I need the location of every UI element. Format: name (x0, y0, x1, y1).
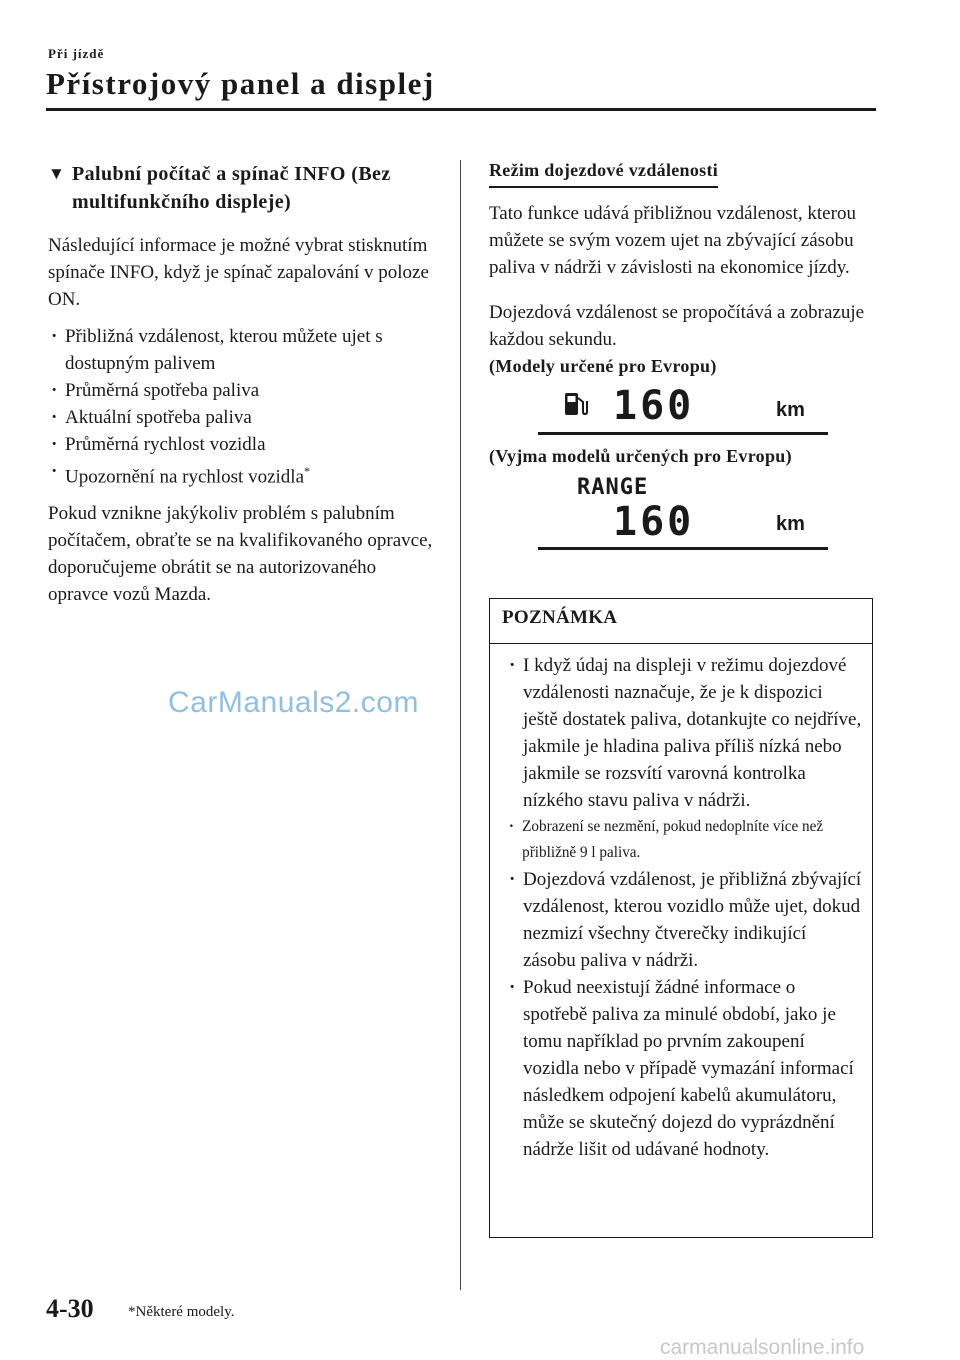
section-label: Při jízdě (48, 46, 105, 61)
footnote: *Některé modely. (128, 1304, 235, 1320)
closing-paragraph: Pokud vznikne jakýkoliv problém s palubním počítačem, obraťte se na kvalifikovaného opravce, doporučujeme obrátit se na autorizovaného opravce vozů Mazda. (48, 503, 433, 606)
note-item: · Zobrazení se nezmění, pokud nedoplníte více než přibližně 9 l paliva. (506, 814, 844, 866)
list-item: · Aktuální spotřeba paliva (48, 404, 438, 431)
range-value: 160 (613, 499, 695, 545)
range-caption: RANGE (577, 475, 649, 500)
section-heading-text: Palubní počítač a spínač INFO (Bez multifunkčního displeje) (72, 163, 391, 213)
note-box (489, 598, 873, 1238)
watermark-logo: CarManuals2.com (168, 686, 419, 719)
range-mode-heading: Režim dojezdové vzdálenosti (489, 160, 718, 188)
note-item: · Pokud neexistují žádné informace o spotřebě paliva za minulé období, jako je tomu například po prvním zakoupení vozidla nebo v případě vymazání informací následkem odpojení kabelů akumulátoru, může se skutečný dojezd do vyprázdnění nádrže lišit od udávané hodnoty. (506, 974, 862, 1163)
list-item: · Průměrná rychlost vozidla (48, 431, 438, 458)
note-title: POZNÁMKA (490, 599, 872, 644)
fuel-pump-icon (563, 389, 589, 417)
range-description: Tato funkce udává přibližnou vzdálenost, kterou můžete se svým vozem ujet na zbývající zásobu paliva v nádrži v závislosti na ekonomice jízdy. (489, 203, 856, 278)
range-update-text: Dojezdová vzdálenost se propočítává a zobrazuje každou sekundu. (489, 302, 865, 350)
list-item-speed-warning (48, 458, 438, 490)
header-rule (46, 108, 876, 111)
note-list (490, 652, 872, 1163)
range-unit: km (776, 399, 805, 421)
note-item: · Dojezdová vzdálenost, je přibližná zbývající vzdálenost, kterou vozidlo může ujet, dokud nezmizí všechny čtverečky indikující zásobu paliva v nádrži. (506, 866, 862, 974)
list-item-text: Upozornění na rychlost vozidla (65, 466, 305, 488)
display-baseline (538, 432, 828, 435)
column-divider (460, 160, 461, 1290)
page-title: Přístrojový panel a displej (46, 66, 435, 101)
display-baseline (538, 547, 828, 550)
right-column (489, 160, 875, 569)
page-number: 4-30 (46, 1294, 94, 1323)
list-item: · Průměrná spotřeba paliva (48, 377, 438, 404)
section-heading (48, 160, 438, 216)
eu-models-label: (Modely určené pro Evropu) (489, 356, 717, 376)
intro-paragraph: Následující informace je možné vybrat stisknutím spínače INFO, když je spínač zapalování v poloze ON. (48, 235, 429, 310)
display-non-eu (489, 469, 875, 569)
list-item: · Přibližná vzdálenost, kterou můžete ujet s dostupným palivem (48, 323, 438, 377)
display-eu (489, 379, 875, 437)
range-value: 160 (613, 383, 695, 429)
range-unit: km (776, 513, 805, 535)
non-eu-models-label: (Vyjma modelů určených pro Evropu) (489, 446, 792, 466)
site-watermark: carmanualsonline.info (660, 1336, 865, 1359)
left-column (48, 160, 438, 618)
triangle-down-icon: ▼ (48, 164, 66, 183)
info-list (48, 323, 438, 490)
note-item: · I když údaj na displeji v režimu dojezdové vzdálenosti naznačuje, že je k dispozici ještě dostatek paliva, dotankujte co nejdříve, jakmile je hladina paliva příliš nízká nebo jakmile se rozsvítí varovná kontrolka nízkého stavu paliva v nádrži. (506, 652, 862, 814)
footnote-asterisk: * (304, 464, 311, 478)
